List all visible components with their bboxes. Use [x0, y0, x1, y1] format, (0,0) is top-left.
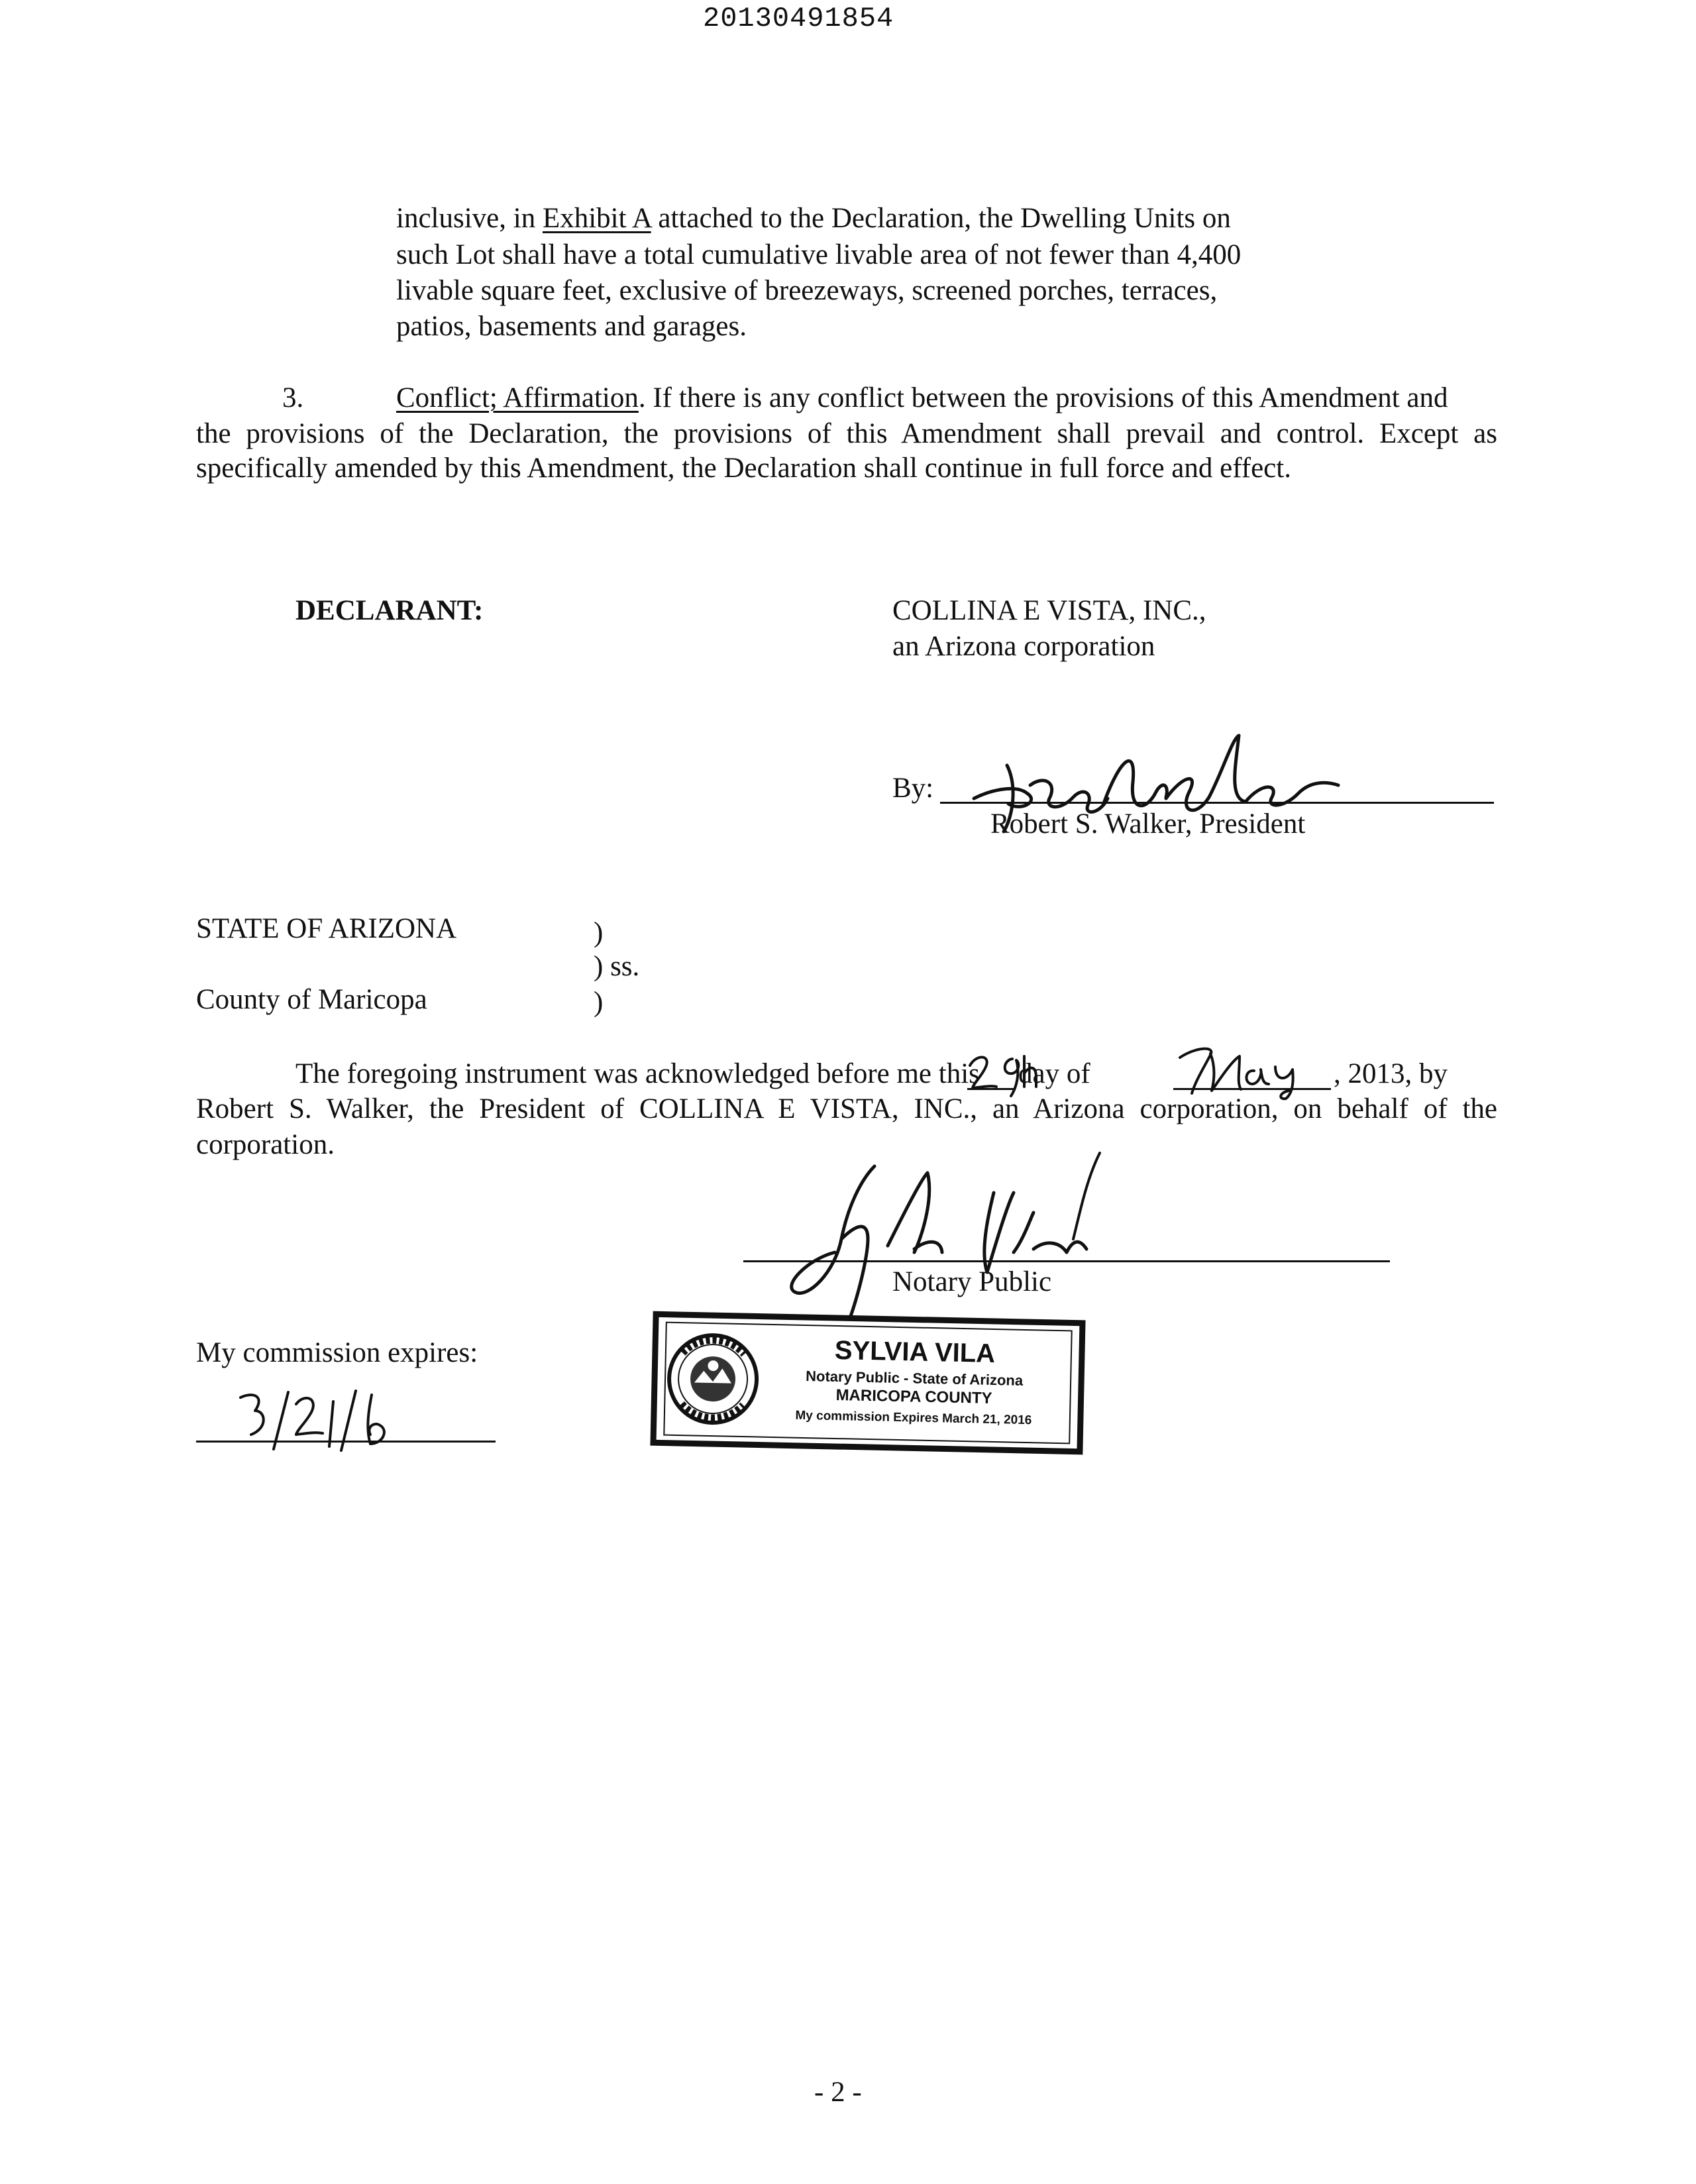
stamp-expires: My commission Expires March 21, 2016 [795, 1408, 1032, 1428]
acknowledgment-day-of: day of [1018, 1058, 1090, 1089]
document-number: 20130491854 [703, 3, 894, 34]
paragraph-line-2: such Lot shall have a total cumulative livable area of not fewer than 4,400 [396, 239, 1242, 270]
by-label: By: [892, 773, 934, 804]
section-text: . If there is any conflict between the provisions of this Amendment and [638, 382, 1448, 413]
paragraph-text: inclusive, in [396, 203, 543, 234]
paragraph-text: attached to the Declaration, the Dwelling Units on [651, 203, 1231, 234]
venue-paren-top: ) [594, 917, 604, 948]
section-heading: Conflict; Affirmation [396, 382, 639, 413]
exhibit-a-reference: Exhibit A [542, 203, 651, 234]
venue-ss: ) ss. [594, 951, 640, 982]
section-3-line-3: specifically amended by this Amendment, the Declaration shall continue in full force and effect. [196, 453, 1291, 484]
stamp-line-2: Notary Public - State of Arizona [805, 1368, 1024, 1389]
paragraph-line-4: patios, basements and garages. [396, 311, 747, 342]
section-3-line-2: the provisions of the Declaration, the provisions of this Amendment shall prevail and control. Except as [196, 418, 1497, 449]
paragraph-line-3: livable square feet, exclusive of breezeways, screened porches, terraces, [396, 275, 1218, 306]
handwritten-commission-date [235, 1388, 434, 1454]
signer-name-title: Robert S. Walker, President [990, 808, 1306, 840]
company-type: an Arizona corporation [892, 631, 1155, 662]
declarant-label: DECLARANT: [295, 595, 484, 626]
company-name: COLLINA E VISTA, INC., [892, 595, 1206, 626]
notary-seal-stamp [649, 1313, 1086, 1452]
commission-label: My commission expires: [196, 1337, 478, 1368]
acknowledgment-year-by: , 2013, by [1334, 1058, 1448, 1089]
stamp-name: SYLVIA VILA [834, 1335, 996, 1369]
venue-paren-bottom: ) [594, 987, 604, 1018]
acknowledgment-line-2: Robert S. Walker, the President of COLLINA E VISTA, INC., an Arizona corporation, on behalf of the [196, 1093, 1497, 1124]
notary-title: Notary Public [892, 1266, 1052, 1297]
section-number: 3. [282, 382, 304, 413]
section-3-line-1 [396, 381, 1448, 415]
page-number: - 2 - [814, 2077, 862, 2108]
paragraph-line-1 [396, 201, 1231, 236]
acknowledgment-line-3: corporation. [196, 1129, 335, 1160]
notary-signature-line [743, 1260, 1390, 1262]
venue-state: STATE OF ARIZONA [196, 913, 457, 944]
handwritten-month [1176, 1040, 1335, 1100]
commission-date-line [196, 1441, 496, 1443]
acknowledgment-intro: The foregoing instrument was acknowledged before me this [295, 1058, 980, 1089]
stamp-county: MARICOPA COUNTY [835, 1386, 992, 1407]
venue-county: County of Maricopa [196, 984, 427, 1015]
